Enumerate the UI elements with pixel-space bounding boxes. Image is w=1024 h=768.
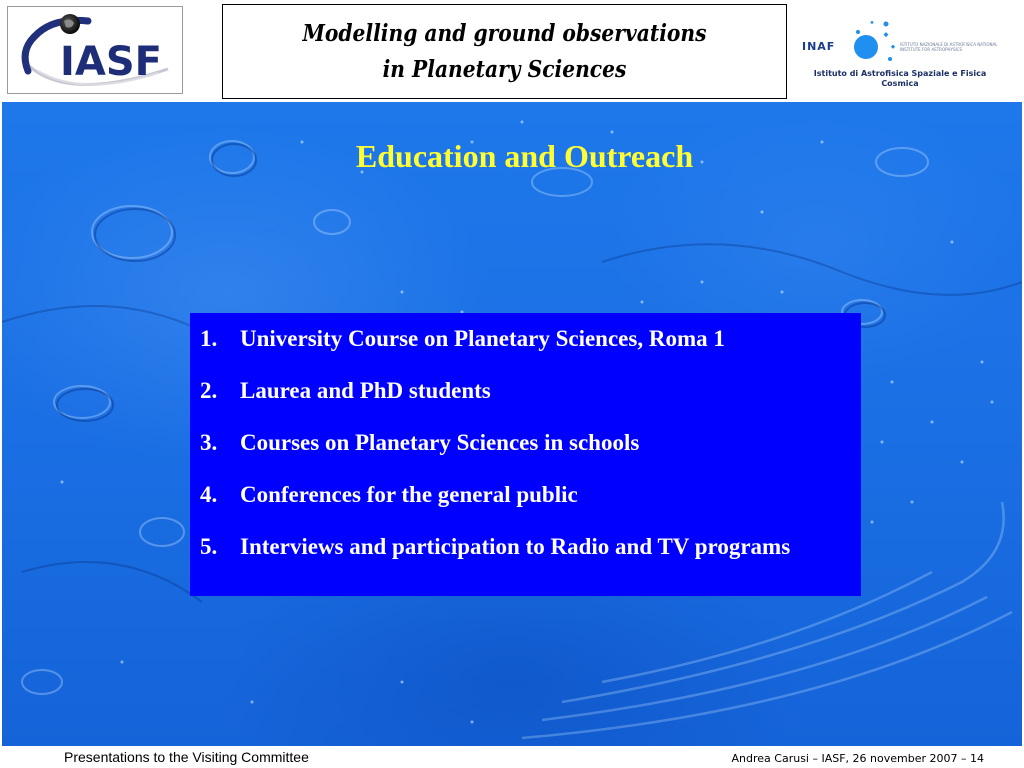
iasf-logo-icon bbox=[8, 7, 183, 94]
list-item-number: 3. bbox=[200, 430, 218, 455]
presentation-title: Modelling and ground observations in Planetary Sciences bbox=[302, 19, 707, 83]
list-item-number: 1. bbox=[200, 326, 218, 351]
list-item bbox=[200, 322, 845, 356]
list-item-number: 4. bbox=[200, 482, 218, 507]
list-item bbox=[200, 374, 845, 408]
list-item bbox=[200, 426, 845, 460]
list-item bbox=[200, 478, 845, 512]
footer-presentation-note: Presentations to the Visiting Committee bbox=[64, 749, 309, 765]
list-item-text: Conferences for the general public bbox=[240, 482, 578, 507]
footer-author-date-page: Andrea Carusi – IASF, 26 november 2007 – 14 bbox=[731, 752, 984, 765]
outreach-list-box bbox=[190, 313, 861, 596]
inaf-wordmark: INAF bbox=[802, 40, 836, 53]
presentation-title-box bbox=[222, 4, 787, 99]
iasf-logo bbox=[7, 6, 183, 94]
slide-header bbox=[0, 0, 1024, 101]
inaf-institute-caption: ISTITUTO NAZIONALE DI ASTROFISICA NATIONAL INSTITUTE FOR ASTROPHYSICS bbox=[900, 42, 998, 52]
inaf-logo bbox=[800, 18, 1000, 94]
list-item-text: Courses on Planetary Sciences in schools bbox=[240, 430, 640, 455]
list-item bbox=[200, 530, 845, 564]
list-item-text: Laurea and PhD students bbox=[240, 378, 491, 403]
svg-text:IASF: IASF bbox=[60, 39, 162, 85]
list-item-text: University Course on Planetary Sciences, Roma 1 bbox=[240, 326, 725, 351]
list-item-number: 5. bbox=[200, 534, 218, 559]
inaf-subtitle: Istituto di Astrofisica Spaziale e Fisica Cosmica bbox=[813, 69, 987, 88]
slide-title: Education and Outreach bbox=[355, 138, 694, 174]
slide-body bbox=[2, 102, 1022, 746]
list-item-number: 2. bbox=[200, 378, 218, 403]
list-item-text: Interviews and participation to Radio and TV programs bbox=[240, 534, 791, 559]
